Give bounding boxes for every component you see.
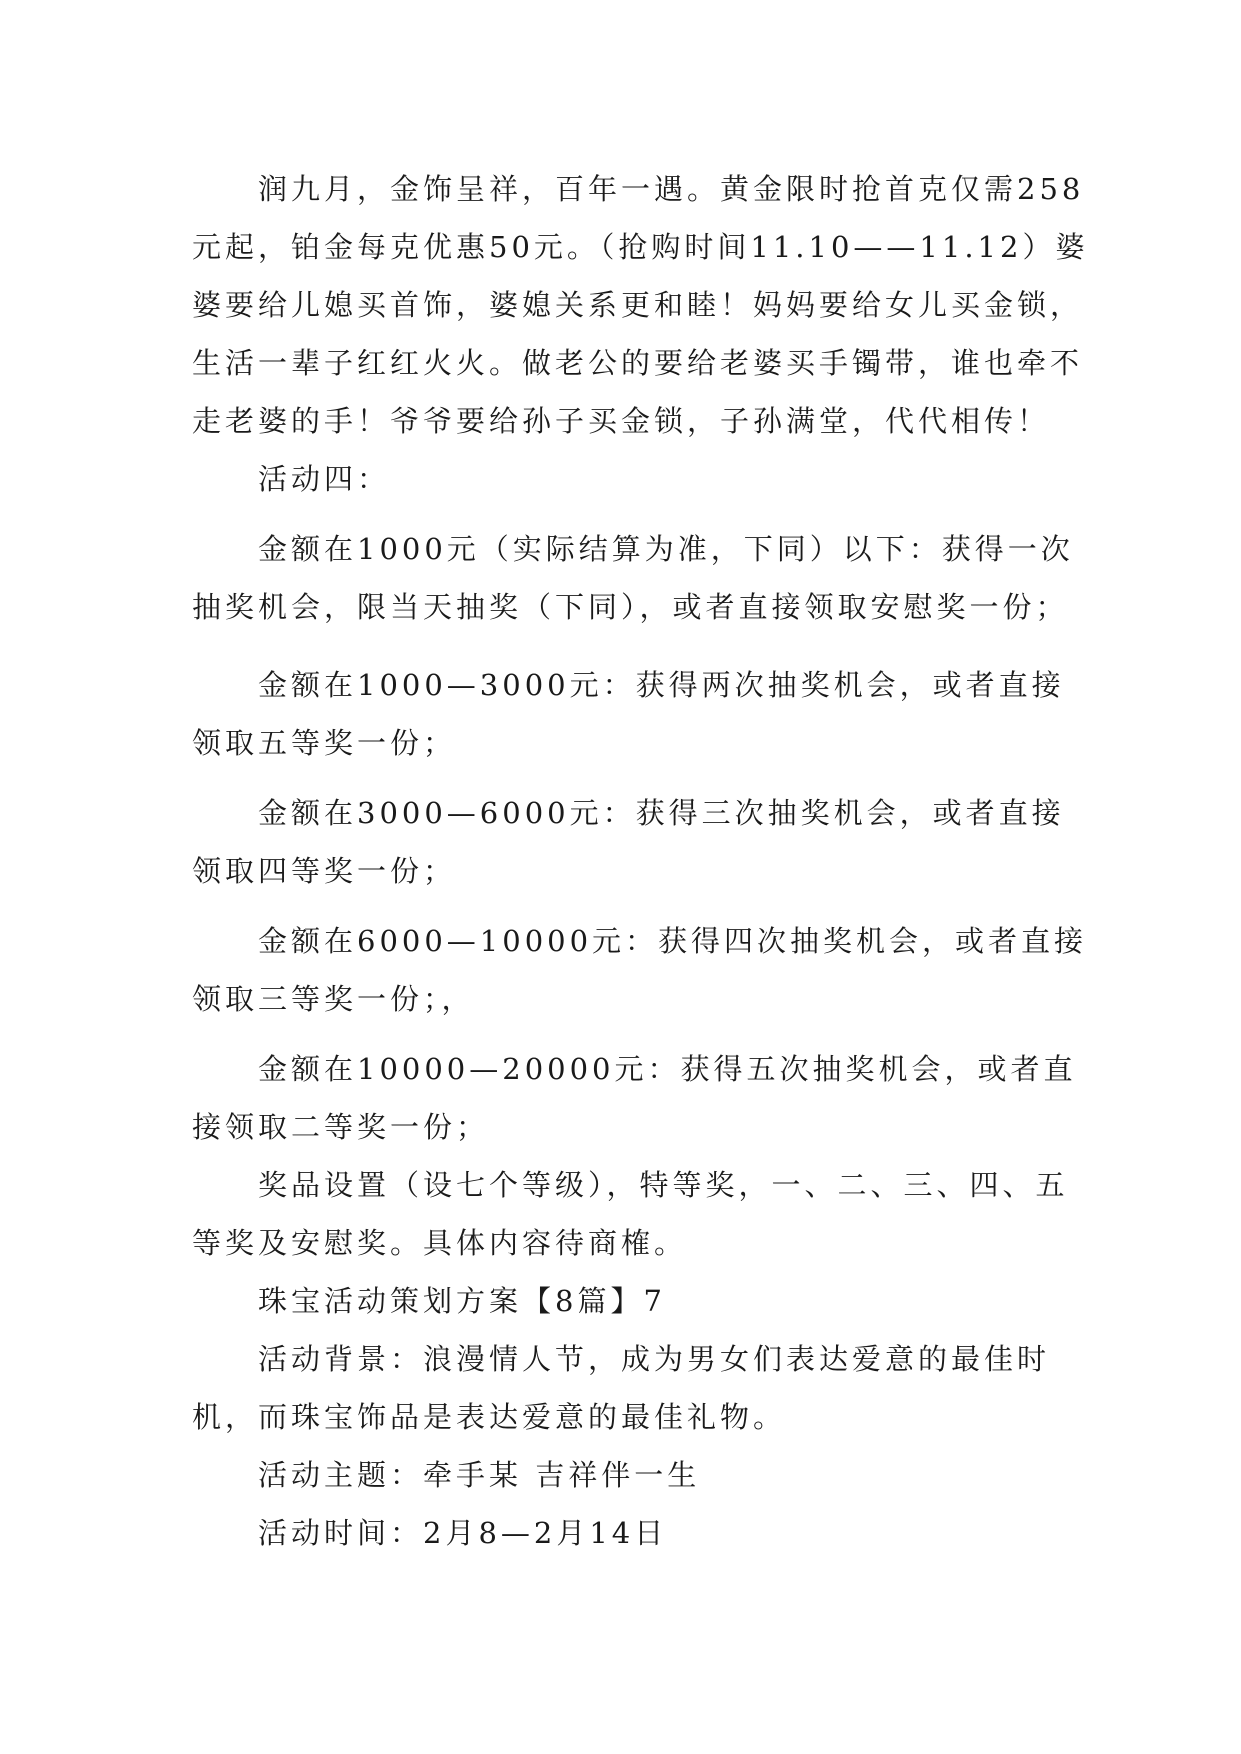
paragraph-time: 活动时间：2月8—2月14日 — [258, 1516, 668, 1550]
paragraph-tier-6000-10000: 金额在6000—10000元：获得四次抽奖机会，或者直接领取三等奖一份；， — [192, 924, 1088, 1016]
paragraph-activity-four-heading: 活动四： — [258, 462, 391, 496]
paragraph-tier-below-1000: 金额在1000元（实际结算为准，下同）以下：获得一次抽奖机会，限当天抽奖（下同），或者直接领取安慰奖一份； — [192, 532, 1074, 624]
paragraph-prize-settings: 奖品设置（设七个等级），特等奖，一、二、三、四、五等奖及安慰奖。具体内容待商榷。 — [192, 1168, 1069, 1260]
document-body — [192, 160, 1092, 1562]
paragraph-tier-10000-20000: 金额在10000—20000元：获得五次抽奖机会，或者直接领取二等奖一份； — [192, 1052, 1077, 1144]
paragraph-tier-1000-3000: 金额在1000—3000元：获得两次抽奖机会，或者直接领取五等奖一份； — [192, 668, 1065, 760]
paragraph-tier-3000-6000: 金额在3000—6000元：获得三次抽奖机会，或者直接领取四等奖一份； — [192, 796, 1065, 888]
section-heading: 珠宝活动策划方案【8篇】7 — [258, 1284, 666, 1318]
paragraph-background: 活动背景：浪漫情人节，成为男女们表达爱意的最佳时机，而珠宝饰品是表达爱意的最佳礼物。 — [192, 1342, 1051, 1434]
paragraph-theme: 活动主题：牵手某 吉祥伴一生 — [258, 1458, 701, 1492]
paragraph-promotion: 润九月，金饰呈祥，百年一遇。黄金限时抢首克仅需258元起，铂金每克优惠50元。（抢购时间11.10——11.12）婆婆要给儿媳买首饰，婆媳关系更和睦！妈妈要给女儿买金锁，生活一辈子红红火火。做老公的要给老婆买手镯带，谁也牵不走老婆的手！爷爷要给孙子买金锁，子孙满堂，代代相传！ — [192, 172, 1089, 438]
